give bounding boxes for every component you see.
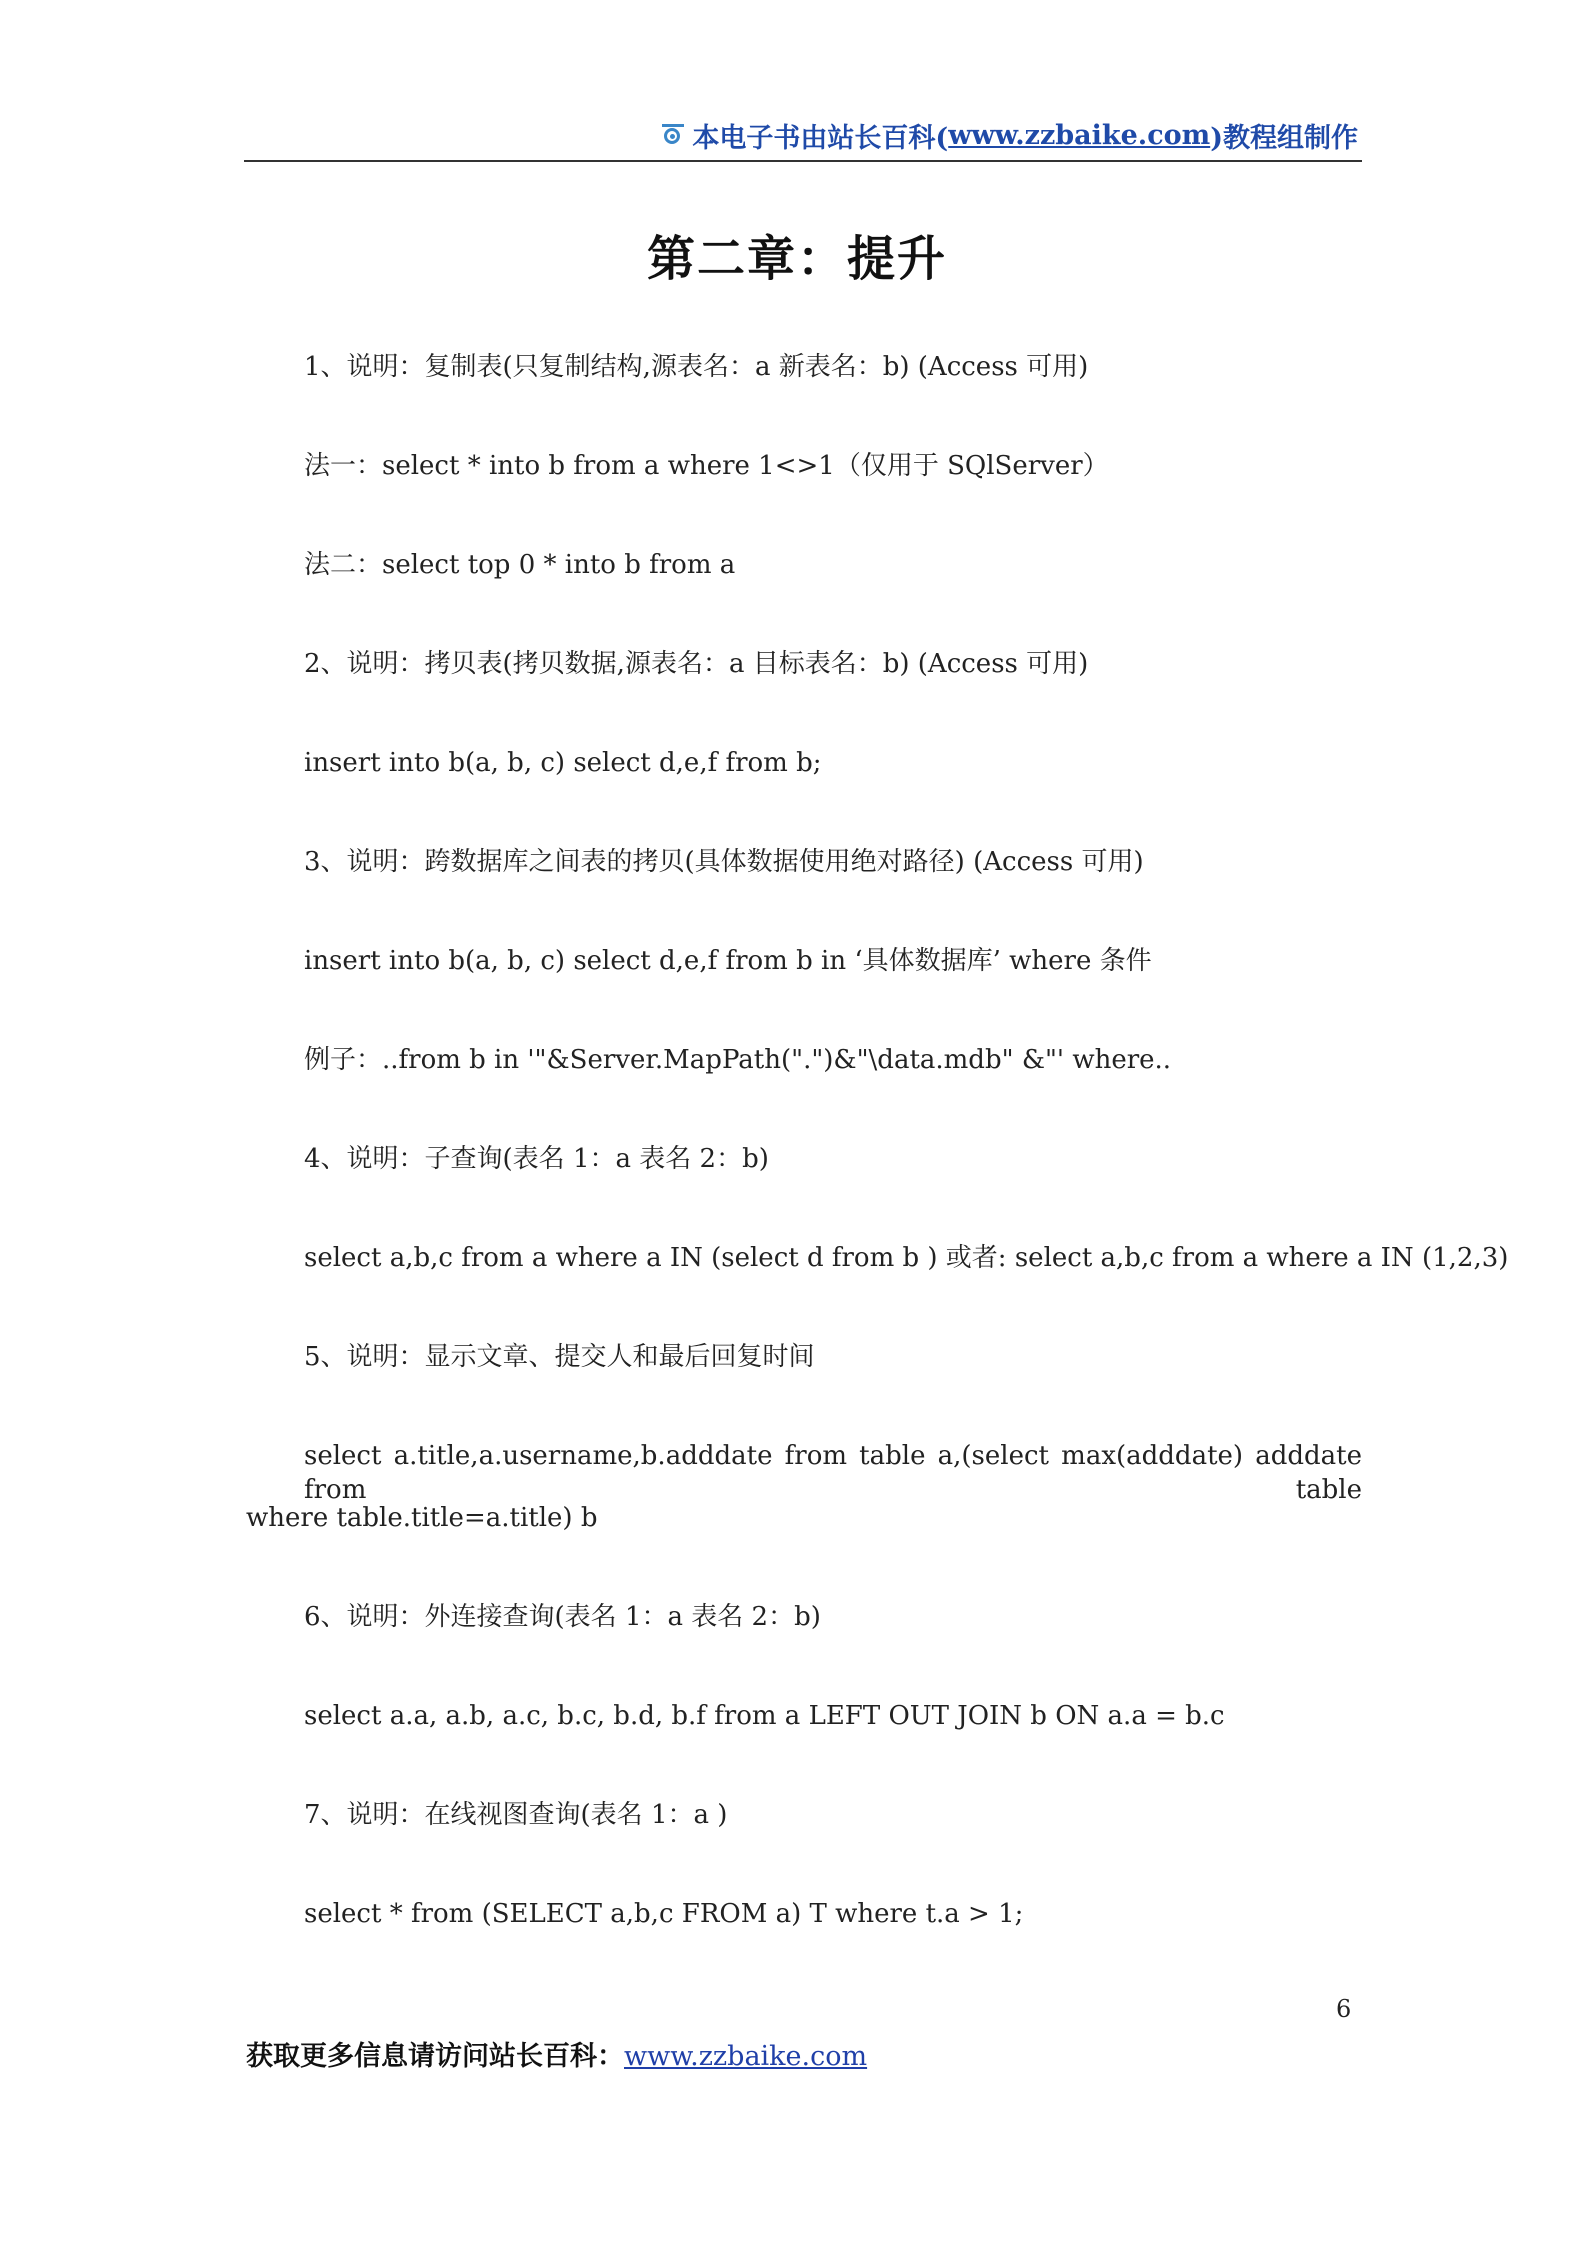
- footer-text: 获取更多信息请访问站长百科：: [246, 2041, 624, 2072]
- item-5-description: 5、说明：显示文章、提交人和最后回复时间: [304, 1342, 815, 1372]
- item-3-example: 例子：..from b in '"&Server.MapPath(".")&"\data.mdb" &"' where..: [304, 1045, 1172, 1075]
- item-3-code: insert into b(a, b, c) select d,e,f from b in ‘具体数据库’ where 条件: [304, 946, 1152, 976]
- item-4-description: 4、说明：子查询(表名 1：a 表名 2：b): [304, 1144, 769, 1174]
- page-footer: [246, 2034, 867, 2073]
- item-6-description: 6、说明：外连接查询(表名 1：a 表名 2：b): [304, 1602, 821, 1632]
- item-1-description: 1、说明：复制表(只复制结构,源表名：a 新表名：b) (Access 可用): [304, 352, 1089, 382]
- item-1-method-1: 法一：select * into b from a where 1<>1（仅用于 SQlServer）: [304, 451, 1109, 481]
- item-6-code: select a.a, a.b, a.c, b.c, b.d, b.f from a LEFT OUT JOIN b ON a.a = b.c: [304, 1701, 1225, 1731]
- footer-site-link[interactable]: www.zzbaike.com: [624, 2041, 868, 2072]
- item-7-code: select * from (SELECT a,b,c FROM a) T where t.a > 1;: [304, 1899, 1024, 1929]
- item-5-code-line-2: where table.title=a.title) b: [246, 1503, 598, 1533]
- item-5-code-line-1: select a.title,a.username,b.adddate from table a,(select max(adddate) adddate from table: [304, 1441, 1362, 1505]
- header-text-before: 本电子书由站长百科(: [692, 123, 949, 154]
- page-number: 6: [1336, 1995, 1352, 2023]
- item-2-description: 2、说明：拷贝表(拷贝数据,源表名：a 目标表名：b) (Access 可用): [304, 649, 1089, 679]
- header-text-after: )教程组制作: [1210, 123, 1358, 154]
- item-2-code: insert into b(a, b, c) select d,e,f from b;: [304, 748, 822, 778]
- chapter-title: 第二章：提升: [646, 231, 947, 287]
- item-4-code: select a,b,c from a where a IN (select d from b ) 或者: select a,b,c from a where a IN (1,2,3): [304, 1243, 1509, 1273]
- header-banner: [662, 116, 1358, 155]
- site-logo-icon: [662, 124, 686, 148]
- item-7-description: 7、说明：在线视图查询(表名 1：a ): [304, 1800, 728, 1830]
- header-site-link[interactable]: www.zzbaike.com: [948, 120, 1211, 151]
- page-header: [244, 112, 1362, 162]
- item-1-method-2: 法二：select top 0 * into b from a: [304, 550, 736, 580]
- item-3-description: 3、说明：跨数据库之间表的拷贝(具体数据使用绝对路径) (Access 可用): [304, 847, 1144, 877]
